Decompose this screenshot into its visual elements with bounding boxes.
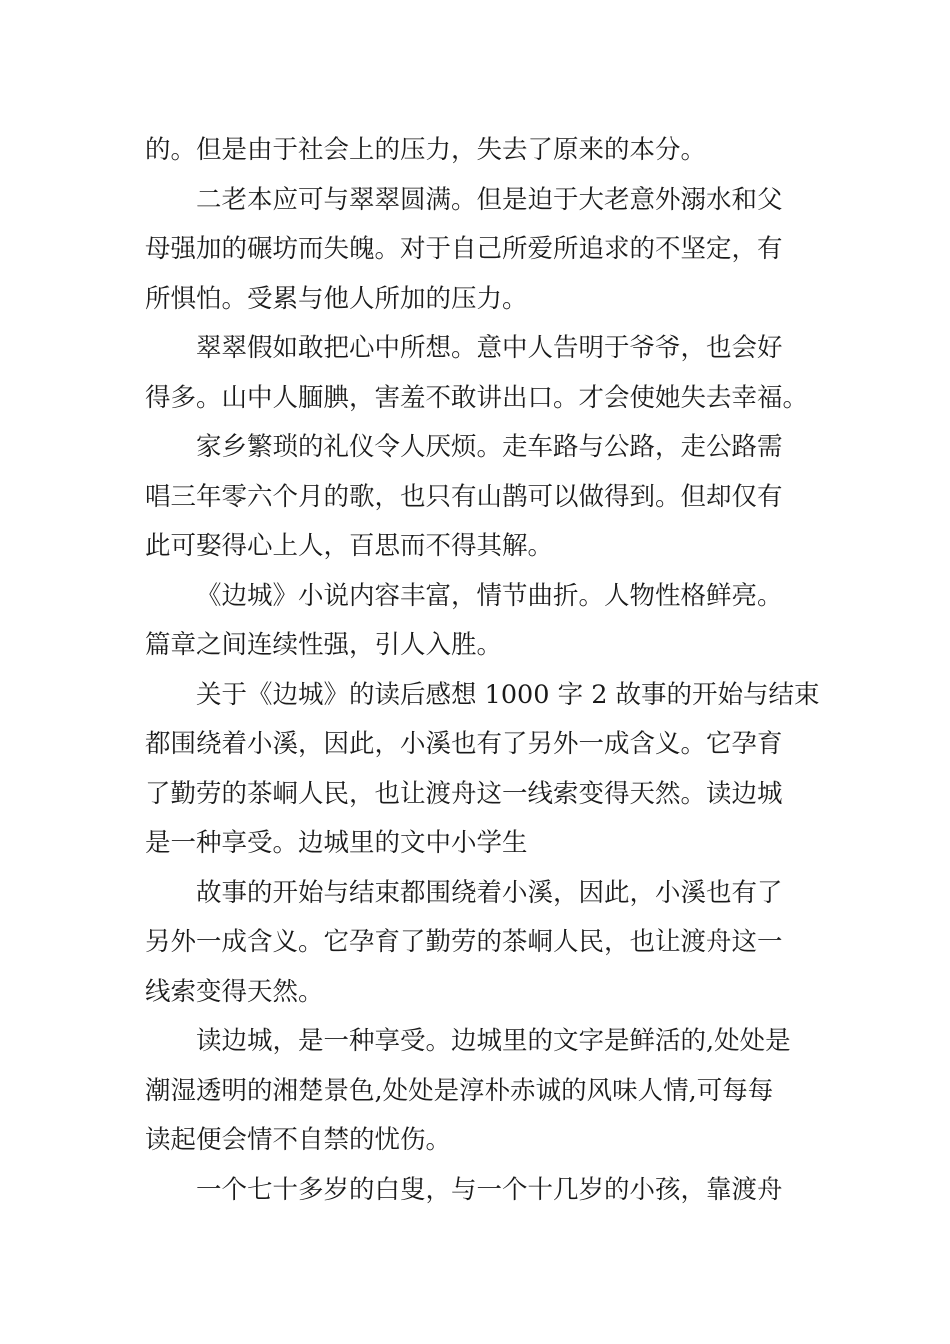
text-line: 潮湿透明的湘楚景色,处处是淳朴赤诚的风味人情,可每每 xyxy=(145,1075,774,1106)
text-line: 翠翠假如敢把心中所想。意中人告明于爷爷，也会好 xyxy=(196,333,783,363)
text-line: 是一种享受。边城里的文中小学生 xyxy=(145,828,528,858)
text-line: 读起便会情不自禁的忧伤。 xyxy=(145,1125,452,1155)
text-line: 读边城，是一种享受。边城里的文字是鲜活的,处处是 xyxy=(196,1026,791,1056)
text-line: 二老本应可与翠翠圆满。但是迫于大老意外溺水和父 xyxy=(196,184,783,215)
text-line: 母强加的碾坊而失魄。对于自己所爱所追求的不坚定，有 xyxy=(145,234,783,264)
text-line: 故事的开始与结束都围绕着小溪，因此，小溪也有了 xyxy=(196,877,783,908)
text-line: 一个七十多岁的白叟，与一个十几岁的小孩，靠渡舟 xyxy=(196,1174,783,1205)
text-line: 了勤劳的茶峒人民，也让渡舟这一线索变得天然。读边城 xyxy=(145,778,783,809)
document-body xyxy=(145,126,820,1215)
text-line: 唱三年零六个月的歌，也只有山鹊可以做得到。但却仅有 xyxy=(145,481,783,512)
text-line: 此可娶得心上人，百思而不得其解。 xyxy=(145,531,554,561)
text-line: 《边城》小说内容丰富，情节曲折。人物性格鲜亮。 xyxy=(196,580,783,611)
text-line: 关于《边城》的读后感想 1000 字 2 故事的开始与结束 xyxy=(196,679,820,710)
text-line: 另外一成含义。它孕育了勤劳的茶峒人民，也让渡舟这一 xyxy=(145,927,783,957)
text-line: 的。但是由于社会上的压力，失去了原来的本分。 xyxy=(145,135,707,165)
text-line: 都围绕着小溪，因此，小溪也有了另外一成含义。它孕育 xyxy=(145,729,783,759)
text-line: 所惧怕。受累与他人所加的压力。 xyxy=(145,283,528,314)
text-line: 篇章之间连续性强，引人入胜。 xyxy=(145,630,503,660)
text-line: 家乡繁琐的礼仪令人厌烦。走车路与公路，走公路需 xyxy=(196,432,783,462)
text-line: 得多。山中人腼腆，害羞不敢讲出口。才会使她失去幸福。 xyxy=(145,382,809,413)
text-line: 线索变得天然。 xyxy=(145,976,324,1007)
